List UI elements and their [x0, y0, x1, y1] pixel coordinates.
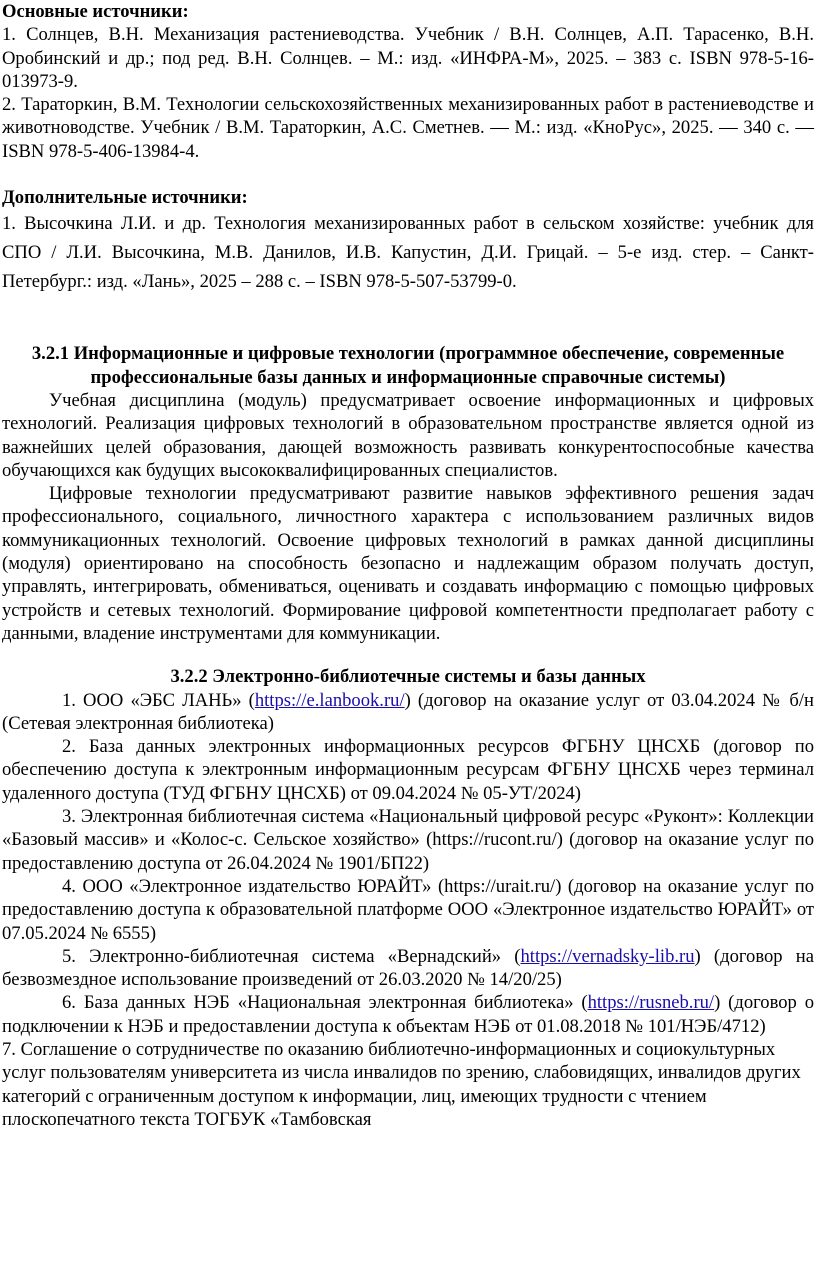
- library-item: [2, 945, 814, 992]
- section-322-title: 3.2.2 Электронно-библиотечные системы и базы данных: [170, 666, 646, 688]
- section-321-paragraph: Цифровые технологии предусматривают развитие навыков эффективного решения задач профессионального, социального, личностного характера с использованием различных видов коммуникационных технологий. Освоение цифровых технологий в рамках данной дисциплины (модуля) ориентировано на способность безопасно и надлежащим образом получать доступ, управлять, интегрировать, обмениваться, оценивать и создавать информацию с помощью цифровых устройств и сетевых технологий. Формирование цифровой компетентности предполагает работу с данными, владение инструментами для коммуникации.: [2, 483, 814, 644]
- additional-sources-heading: Дополнительные источники:: [2, 187, 248, 209]
- library-item: [2, 991, 814, 1038]
- rusneb-link[interactable]: https://rusneb.ru/: [587, 992, 715, 1014]
- library-item-text: 1. ООО «ЭБС ЛАНЬ» (: [62, 689, 255, 711]
- library-item: 4. ООО «Электронное издательство ЮРАЙТ» (https://urait.ru/) (договор на оказание услуг по предоставлению доступа к образовательной платформе ООО «Электронное издательство ЮРАЙТ» от 07.05.2024 № 6555): [2, 875, 814, 944]
- library-item: 7. Соглашение о сотрудничестве по оказанию библиотечно-информационных и социокультурных услуг пользователям университета из числа инвалидов по зрению, слабовидящих, инвалидов других категорий с ограниченным доступом к информации, лиц, имеющих трудности с чтением плоскопечатного текста ТОГБУК «Тамбовская: [2, 1038, 801, 1130]
- library-item-text: ) (договор на оказание услуг от 03.04.2024 № б/н (Сетевая электронная библиотека): [2, 689, 814, 734]
- vernadsky-link[interactable]: https://vernadsky-lib.ru: [520, 945, 695, 967]
- library-item-text: 6. База данных НЭБ «Национальная электронная библиотека» (: [62, 992, 588, 1014]
- library-item: 3. Электронная библиотечная система «Национальный цифровой ресурс «Руконт»: Коллекции «Базовый массив» и «Колос-с. Сельское хозяйство» (https://rucont.ru/) (договор на оказание услуг по предоставлению доступа от 26.04.2024 № 1901/БП22): [2, 806, 814, 874]
- library-item-text: ) (договор о подключении к НЭБ и предоставлении доступа к объектам НЭБ от 01.08.2018 № 101/НЭБ/4712): [2, 992, 814, 1037]
- spacer: [2, 296, 814, 342]
- lanbook-link[interactable]: https://e.lanbook.ru/: [254, 689, 405, 711]
- additional-source-item: 1. Высочкина Л.И. и др. Технология механизированных работ в сельском хозяйстве: учебник для СПО / Л.И. Высочкина, М.В. Данилов, И.В. Капустин, Д.И. Грицай. – 5-е изд. стер. – Санкт-Петербург.: изд. «Лань», 2025 – 288 с. – ISBN 978-5-507-53799-0.: [2, 213, 814, 293]
- main-sources-heading: Основные источники:: [2, 1, 189, 22]
- section-321-title: 3.2.1 Информационные и цифровые технологии (программное обеспечение, современные профессиональные базы данных и информационные справочные системы): [31, 343, 785, 388]
- library-item-text: ) (договор на безвозмездное использование произведений от 26.03.2020 № 14/20/25): [2, 945, 814, 991]
- library-item: [2, 689, 814, 736]
- library-item-text: 5. Электронно-библиотечная система «Вернадский» (: [62, 945, 521, 967]
- spacer: [2, 645, 814, 665]
- library-item: 2. База данных электронных информационных ресурсов ФГБНУ ЦНСХБ (договор по обеспечению доступа к электронным информационным ресурсам ФГБНУ ЦНСХБ через терминал удаленного доступа (ТУД ФГБНУ ЦНСХБ) от 09.04.2024 № 05-УТ/2024): [2, 736, 814, 804]
- main-source-item: 2. Тараторкин, В.М. Технологии сельскохозяйственных механизированных работ в растениеводстве и животноводстве. Учебник / В.М. Тараторкин, А.С. Сметнев. — М.: изд. «КноРус», 2025. — 340 с. — ISBN 978-5-406-13984-4.: [2, 94, 814, 162]
- main-source-item: 1. Солнцев, В.Н. Механизация растениеводства. Учебник / В.Н. Солнцев, А.П. Тарасенко, В.Н. Оробинский и др.; под ред. В.Н. Солнцев. – М.: изд. «ИНФРА-М», 2025. – 383 с. ISBN 978-5-16-013973-9.: [2, 24, 814, 92]
- spacer: [2, 163, 814, 186]
- section-321-paragraph: Учебная дисциплина (модуль) предусматривает освоение информационных и цифровых технологий. Реализация цифровых технологий в образовательном пространстве является одной из важнейших целей образования, дающей возможность развивать конкурентоспособные качества обучающихся как будущих высококвалифицированных специалистов.: [2, 389, 814, 481]
